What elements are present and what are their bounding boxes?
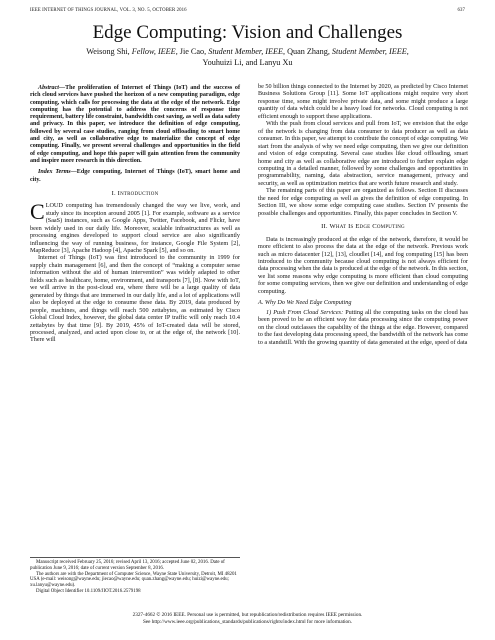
intro-paragraph-1: CLOUD computing has tremendously changed the way we live, work, and study since its inception around 2005 [1]. For example, software as a service (SaaS) instances, such as Google Apps, Twitter, Facebook, and Flickr, have been widely used in our daily life. Moreover, scalable infrastructures as well as processing engines developed to support cloud service are also significantly influencing the way of running business, for instance, Google File System [2], MapReduce [3], Apache Hadoop [4], Apache Spark [5], and so on. [30, 199, 240, 255]
abstract-text: The proliferation of Internet of Things (IoT) and the success of rich cloud services have pushed the horizon of a new computing paradigm, edge computing, which calls for processing the data at the edge of the network. Edge computing has the potential to address the concerns of response time requirement, battery life constraint, bandwidth cost saving, as well as data safety and privacy. In this paper, we introduce the definition of edge computing, followed by several case studies, ranging from cloud offloading to smart home and city, as well as collaborative edge to materialize the concept of edge computing. Finally, we present several challenges and opportunities in the field of edge computing, and hope this paper will gain attention from the community and inspire more research in this direction. [30, 85, 241, 164]
abstract [30, 85, 240, 165]
index-terms [30, 169, 240, 184]
index-terms-text: Edge computing, Internet of Things (IoT), smart home and city. [30, 169, 240, 183]
subsection-heading-why: A. Why Do We Need Edge Computing [258, 299, 352, 307]
paper-title: Edge Computing: Vision and Challenges [92, 22, 403, 43]
copyright-notice [0, 612, 495, 625]
author-list [40, 46, 455, 68]
journal-header: IEEE INTERNET OF THINGS JOURNAL, VOL. 3, NO. 5, OCTOBER 2016 [30, 8, 187, 13]
subsection-paragraph-1: 1) Push From Cloud Services: Putting all the computing tasks on the cloud has been proved to be an efficient way for data processing since the computing power on the cloud outclasses the capability of the things at the edge. However, compared to the fast developing data processing speed, the bandwidth of the network has come to a standstill. With the growing quantity of data generated at the edge, speed of data [258, 308, 468, 346]
abstract-label: Abstract— [38, 85, 66, 91]
intro-paragraph-4: With the push from cloud services and pull from IoT, we envision that the edge of the network is changing from data consumer to data producer as well as data consumer. In this paper, we attempt to contribute the concept of edge computing. We start from the analysis of why we need edge computing, then we give our definition and vision of edge computing. Several case studies like cloud offloading, smart home and city as well as collaborative edge are introduced to further explain edge computing in a detailed manner, followed by some challenges and opportunities in programmability, naming, data abstraction, service management, privacy and security, as well as optimization metrics that are worth future research and study. [258, 120, 468, 187]
copyright-line-2: See http://www.ieee.org/publications_standards/publications/rights/index.html for more information. [142, 618, 353, 625]
running-header [30, 8, 465, 16]
page-number: 637 [457, 8, 465, 13]
copyright-line-1: 2327-4662 © 2016 IEEE. Personal use is permitted, but republication/redistribution requires IEEE permission. [132, 612, 363, 618]
section-heading-introduction: I. Introduction [111, 189, 159, 197]
drop-cap: C [30, 199, 45, 225]
author-line-2: Youhuizi Li, and Lanyu Xu [202, 58, 293, 67]
author-line-1: Weisong Shi, Fellow, IEEE, Jie Cao, Student Member, IEEE, Quan Zhang, Student Member, IEEE, [86, 47, 409, 56]
intro-paragraph-2: Internet of Things (IoT) was first introduced to the community in 1999 for supply chain management [6], and then the concept of “making a computer sense information without the aid of human intervention” was widely adapted to other fields such as healthcare, home, environment, and transports [7], [8]. Now with IoT, we will arrive in the post-cloud era, where there will be a large quality of data generated by things that are immersed in our daily life, and a lot of applications will also be deployed at the edge to consume these data. By 2019, data produced by people, machines, and things will reach 500 zettabytes, as estimated by Cisco Global Cloud Index, however, the global data center IP traffic will only reach 10.4 zettabytes by that time [9]. By 2019, 45% of IoT-created data will be stored, processed, analyzed, and acted upon close to, or at the edge of, the network [10]. There will [30, 254, 240, 344]
section-heading-what-is-edge: II. What Is Edge Computing [321, 223, 405, 231]
paragraph-label: 1) Push From Cloud Services: [266, 308, 344, 316]
footnote-doi: Digital Object Identifier 10.1109/JIOT.2016.2579198 [36, 588, 141, 594]
index-terms-label: Index Terms— [38, 169, 77, 176]
intro-paragraph-5: The remaining parts of this paper are organized as follows. Section II discusses the need for edge computing as well as gives the definition of edge computing. In Section III, we show some edge computing case studies. Section IV presents the possible challenges and opportunities. Finally, this paper concludes in Section V. [258, 187, 468, 217]
left-column [30, 85, 240, 344]
intro-paragraph-3: be 50 billion things connected to the Internet by 2020, as predicted by Cisco Internet Business Solutions Group [11]. Some IoT applications might require very short response time, some might involve private data, and some might produce a large quantity of data which could be a heavy load for networks. Cloud computing is not efficient enough to support these applications. [258, 83, 468, 120]
footnote-affiliation: The authors are with the Department of Computer Science, Wayne State University, Detroit, MI 48201 USA (e-mail: weisong@wayne.edu; jiecao@wayne.edu; quan.zhang@wayne.edu; huizi@wayne.edu; xu.lanyu@wayne.edu). [30, 571, 237, 589]
section2-paragraph-1: Data is increasingly produced at the edge of the network, therefore, it would be more efficient to also process the data at the edge of the network. Previous work such as micro datacenter [12], [13], cloudlet [14], and fog computing [15] has been introduced to the community because cloud computing is not always efficient for data processing when the data is produced at the edge of the network. In this section, we list some reasons why edge computing is more efficient than cloud computing for some computing services, then we give our definition and understanding of edge computing. [258, 235, 468, 295]
right-column [258, 83, 468, 346]
footnote-manuscript: Manuscript received February 25, 2016; revised April 13, 2016; accepted June 02, 2016. Date of publication June 9, 2016; date of current version September 8, 2016. [30, 560, 225, 571]
footnote [30, 557, 240, 595]
